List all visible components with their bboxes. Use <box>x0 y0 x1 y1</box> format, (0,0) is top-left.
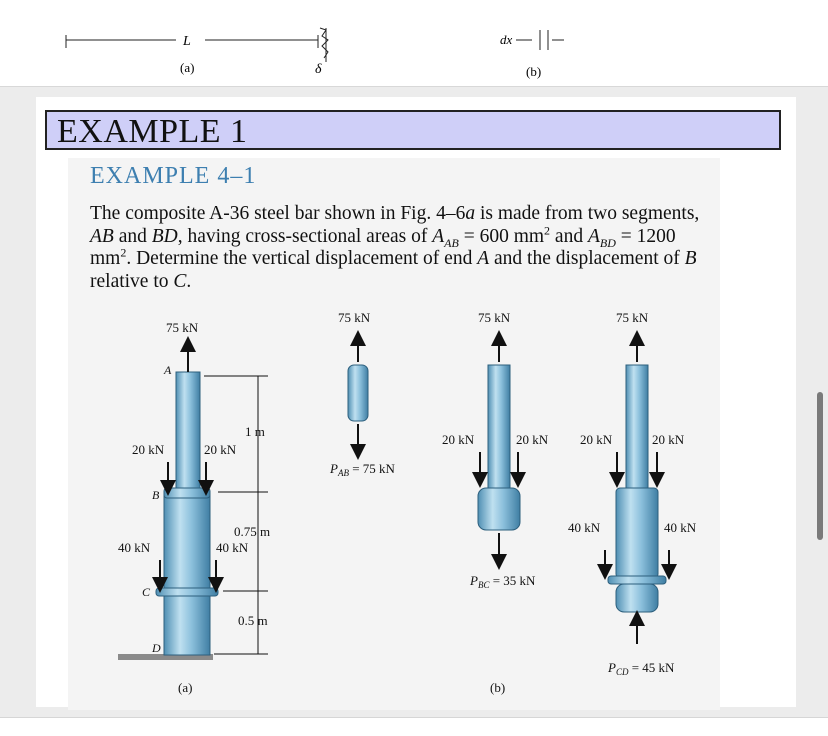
problem-statement: The composite A-36 steel bar shown in Fig. 4–6a is made from two segments, AB and BD, having cross-sectional areas of $A_{AB} = 600$ $mm^2$ and $A_{BD} = 1200$ $mm^2$. Determine the vertical displacement of end A and the displacement of B relative to C. <box>90 203 700 292</box>
previous-figure <box>0 0 828 86</box>
fb2-top-label: 75 kN <box>478 310 511 325</box>
caption-a-top: (a) <box>180 60 195 75</box>
label-left-40-a: 40 kN <box>118 540 151 555</box>
next-section-bar <box>0 717 828 736</box>
previous-figure-strip <box>0 0 828 87</box>
scrollbar-thumb[interactable] <box>817 392 823 540</box>
fb3-right40-label: 40 kN <box>664 520 697 535</box>
fb2-bottom-label: $P_{BC} = 35$ kN <box>470 573 536 590</box>
point-b-label: B <box>152 488 160 502</box>
point-a-label: A <box>164 363 172 377</box>
example-heading: EXAMPLE 4–1 <box>90 163 257 189</box>
fb3-upper <box>626 365 648 490</box>
fb3-left20-label: 20 kN <box>580 432 613 447</box>
label-right-20-a: 20 kN <box>204 442 237 457</box>
fb3-lower <box>616 488 658 578</box>
free-body-bc <box>442 310 549 590</box>
label-right-40-a: 40 kN <box>216 540 249 555</box>
figure-a <box>118 320 270 695</box>
fb3-top-label: 75 kN <box>616 310 649 325</box>
point-d-label: D <box>152 641 161 655</box>
caption-b-top: (b) <box>526 64 542 79</box>
dim-075m: 0.75 m <box>234 524 271 539</box>
collar-b <box>164 488 210 498</box>
fb1-bottom-label: $P_{AB} = 75$ kN <box>330 461 395 478</box>
label-L: L <box>183 34 191 49</box>
fb1-top-label: 75 kN <box>338 310 371 325</box>
fb3-bottom-label: $P_{CD} = 45$ kN <box>608 660 675 677</box>
free-body-ab <box>329 310 396 478</box>
collar-c <box>156 588 218 596</box>
point-c-label: C <box>142 585 151 599</box>
fb3-left40-label: 40 kN <box>568 520 601 535</box>
fb3-stub <box>616 584 658 612</box>
label-left-20-a: 20 kN <box>132 442 165 457</box>
fb2-lower <box>478 488 520 530</box>
composite-bar-figure <box>68 300 720 710</box>
free-body-cd <box>568 310 697 677</box>
fb3-collar <box>608 576 666 584</box>
label-delta: δ <box>315 62 322 77</box>
caption-a: (a) <box>178 680 193 695</box>
example-banner <box>45 110 781 150</box>
segment-ab <box>176 372 200 496</box>
dim-05m: 0.5 m <box>238 613 268 628</box>
figure-panel <box>68 300 720 710</box>
fb2-upper <box>488 365 510 490</box>
dim-1m: 1 m <box>245 424 265 439</box>
fb2-right-label: 20 kN <box>516 432 549 447</box>
caption-b: (b) <box>490 680 506 695</box>
fb1-bar <box>348 365 368 421</box>
fb2-left-label: 20 kN <box>442 432 475 447</box>
segment-bd <box>164 495 210 655</box>
load-label-a: 75 kN <box>166 320 199 335</box>
banner-title: EXAMPLE 1 <box>57 113 248 150</box>
label-dx: dx <box>500 32 513 47</box>
fb3-right20-label: 20 kN <box>652 432 685 447</box>
